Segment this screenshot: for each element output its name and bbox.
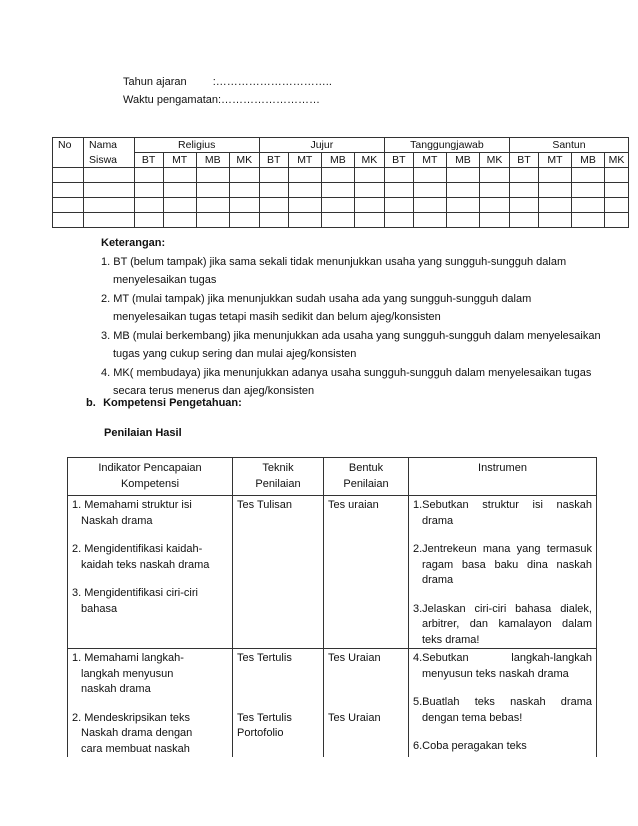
indikator-item: 1. Memahami struktur isi Naskah drama xyxy=(72,499,192,527)
instrumen-cell xyxy=(409,649,597,758)
tahun-ajaran-line xyxy=(123,73,332,92)
teknik-value: Tes Tertulis xyxy=(237,711,292,724)
instrumen-item: 4.Sebutkan langkah-langkah menyusun teks naskah drama xyxy=(413,652,592,680)
header-bentuk: Bentuk Penilaian xyxy=(324,458,409,496)
teknik-value: Tes Tulisan xyxy=(237,499,293,511)
sub-mk: MK xyxy=(354,153,384,168)
tahun-ajaran-value: :………………………….. xyxy=(212,76,332,88)
table-row xyxy=(68,496,597,649)
col-nama: Nama xyxy=(84,138,135,153)
col-no-cont xyxy=(53,153,84,168)
keterangan-block xyxy=(101,234,601,401)
header-indikator: Indikator Pencapaian Kompetensi xyxy=(68,458,233,496)
sub-bt: BT xyxy=(384,153,413,168)
section-subtitle: Penilaian Hasil xyxy=(104,427,182,439)
sub-mb: MB xyxy=(571,153,604,168)
bentuk-value: Tes Uraian xyxy=(328,711,381,724)
sub-mk: MK xyxy=(479,153,509,168)
header-instrumen: Instrumen xyxy=(409,458,597,496)
sub-mt: MT xyxy=(163,153,196,168)
sub-bt: BT xyxy=(259,153,288,168)
keterangan-item-mt: 2. MT (mulai tampak) jika menunjukkan sudah usaha ada yang sungguh-sungguh dalam menyelesaikan tugas tetapi masih sedikit dan belum ajeg/konsisten xyxy=(101,292,532,323)
keterangan-item-mb: 3. MB (mulai berkembang) jika menunjukkan ada usaha yang sungguh-sungguh dalam menyelesaikan tugas yang cukup sering dan mulai ajeg/konsisten xyxy=(101,329,601,360)
teknik-value: Portofolio xyxy=(237,727,284,739)
sub-mk: MK xyxy=(229,153,259,168)
waktu-pengamatan-label: Waktu pengamatan: xyxy=(123,94,222,106)
keterangan-item-mk: 4. MK( membudaya) jika menunjukkan adanya usaha sungguh-sungguh dalam menyelesaikan tugas secara terus menerus dan ajeg/konsisten xyxy=(101,366,592,397)
bentuk-cell xyxy=(324,649,409,758)
keterangan-title: Keterangan: xyxy=(101,237,166,249)
sub-mt: MT xyxy=(288,153,321,168)
table-row xyxy=(53,168,629,183)
table-row xyxy=(53,213,629,228)
tahun-ajaran-label: Tahun ajaran xyxy=(123,76,187,88)
bentuk-value: Tes uraian xyxy=(328,499,379,511)
group-tanggungjawab: Tanggungjawab xyxy=(384,138,509,153)
indikator-item: 3. Mengidentifikasi ciri-ciri bahasa xyxy=(72,587,198,615)
knowledge-table xyxy=(67,457,597,757)
instrumen-cell xyxy=(409,496,597,649)
waktu-pengamatan-value: ……………………… xyxy=(221,94,321,106)
sub-mk: MK xyxy=(605,153,629,168)
section-heading xyxy=(86,397,242,409)
attitude-table xyxy=(52,137,629,228)
bentuk-value: Tes Uraian xyxy=(328,652,381,664)
teknik-cell xyxy=(233,649,324,758)
group-jujur: Jujur xyxy=(259,138,384,153)
indikator-item: 1. Memahami langkah-langkah menyusun naskah drama xyxy=(72,652,184,695)
instrumen-item: 1.Sebutkan struktur isi naskah drama xyxy=(413,499,592,527)
bentuk-cell xyxy=(324,496,409,649)
waktu-pengamatan-line xyxy=(123,91,320,110)
group-religius: Religius xyxy=(134,138,259,153)
sub-bt: BT xyxy=(134,153,163,168)
table-row xyxy=(68,649,597,758)
table-row xyxy=(53,183,629,198)
indikator-item: 2. Mengidentifikasi kaidah-kaidah teks naskah drama xyxy=(72,543,210,571)
section-title: Kompetensi Pengetahuan: xyxy=(103,397,242,409)
instrumen-item: 5.Buatlah teks naskah drama dengan tema bebas! xyxy=(413,696,592,724)
col-no: No xyxy=(53,138,84,153)
indikator-item: 2. Mendeskripsikan teks Naskah drama dengan cara membuat naskah xyxy=(72,711,193,755)
teknik-value: Tes Tertulis xyxy=(237,652,292,664)
table-row xyxy=(53,198,629,213)
keterangan-item-bt: 1. BT (belum tampak) jika sama sekali tidak menunjukkan usaha yang sungguh-sungguh dalam menyelesaikan tugas xyxy=(101,255,567,286)
sub-mb: MB xyxy=(446,153,479,168)
sub-mt: MT xyxy=(538,153,571,168)
header-teknik: Teknik Penilaian xyxy=(233,458,324,496)
indikator-cell xyxy=(68,649,233,758)
sub-bt: BT xyxy=(509,153,538,168)
section-number: b. xyxy=(86,397,96,409)
group-santun: Santun xyxy=(509,138,628,153)
col-siswa: Siswa xyxy=(84,153,135,168)
indikator-cell xyxy=(68,496,233,649)
sub-mb: MB xyxy=(196,153,229,168)
teknik-cell xyxy=(233,496,324,649)
sub-mb: MB xyxy=(321,153,354,168)
instrumen-item: 6.Coba peragakan teks xyxy=(413,740,527,752)
instrumen-item: 3.Jelaskan ciri-ciri bahasa dialek, arbitrer, dan kamalayon dalam teks drama! xyxy=(413,602,592,646)
instrumen-item: 2.Jentrekeun mana yang termasuk ragam basa baku dina naskah drama xyxy=(413,543,592,586)
sub-mt: MT xyxy=(413,153,446,168)
